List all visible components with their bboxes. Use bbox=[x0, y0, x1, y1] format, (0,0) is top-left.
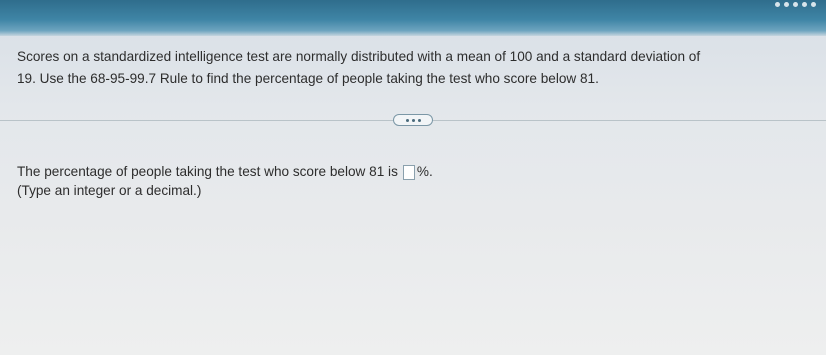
answer-row bbox=[17, 162, 433, 182]
more-dot-icon bbox=[412, 119, 415, 122]
question-line-2: 19. Use the 68-95-99.7 Rule to find the percentage of people taking the test who score below 81. bbox=[17, 71, 599, 86]
answer-prompt: The percentage of people taking the test who score below 81 is bbox=[17, 164, 398, 179]
input-hint: (Type an integer or a decimal.) bbox=[17, 183, 202, 198]
more-dot-icon bbox=[406, 119, 409, 122]
expand-more-button[interactable] bbox=[393, 114, 433, 126]
top-banner bbox=[0, 0, 826, 36]
question-line-1: Scores on a standardized intelligence test are normally distributed with a mean of 100 and a standard deviation of bbox=[17, 49, 701, 64]
window-controls bbox=[775, 0, 816, 8]
answer-unit: %. bbox=[416, 164, 433, 179]
more-dot-icon bbox=[418, 119, 421, 122]
question-text bbox=[17, 46, 817, 90]
answer-input[interactable] bbox=[403, 165, 415, 180]
